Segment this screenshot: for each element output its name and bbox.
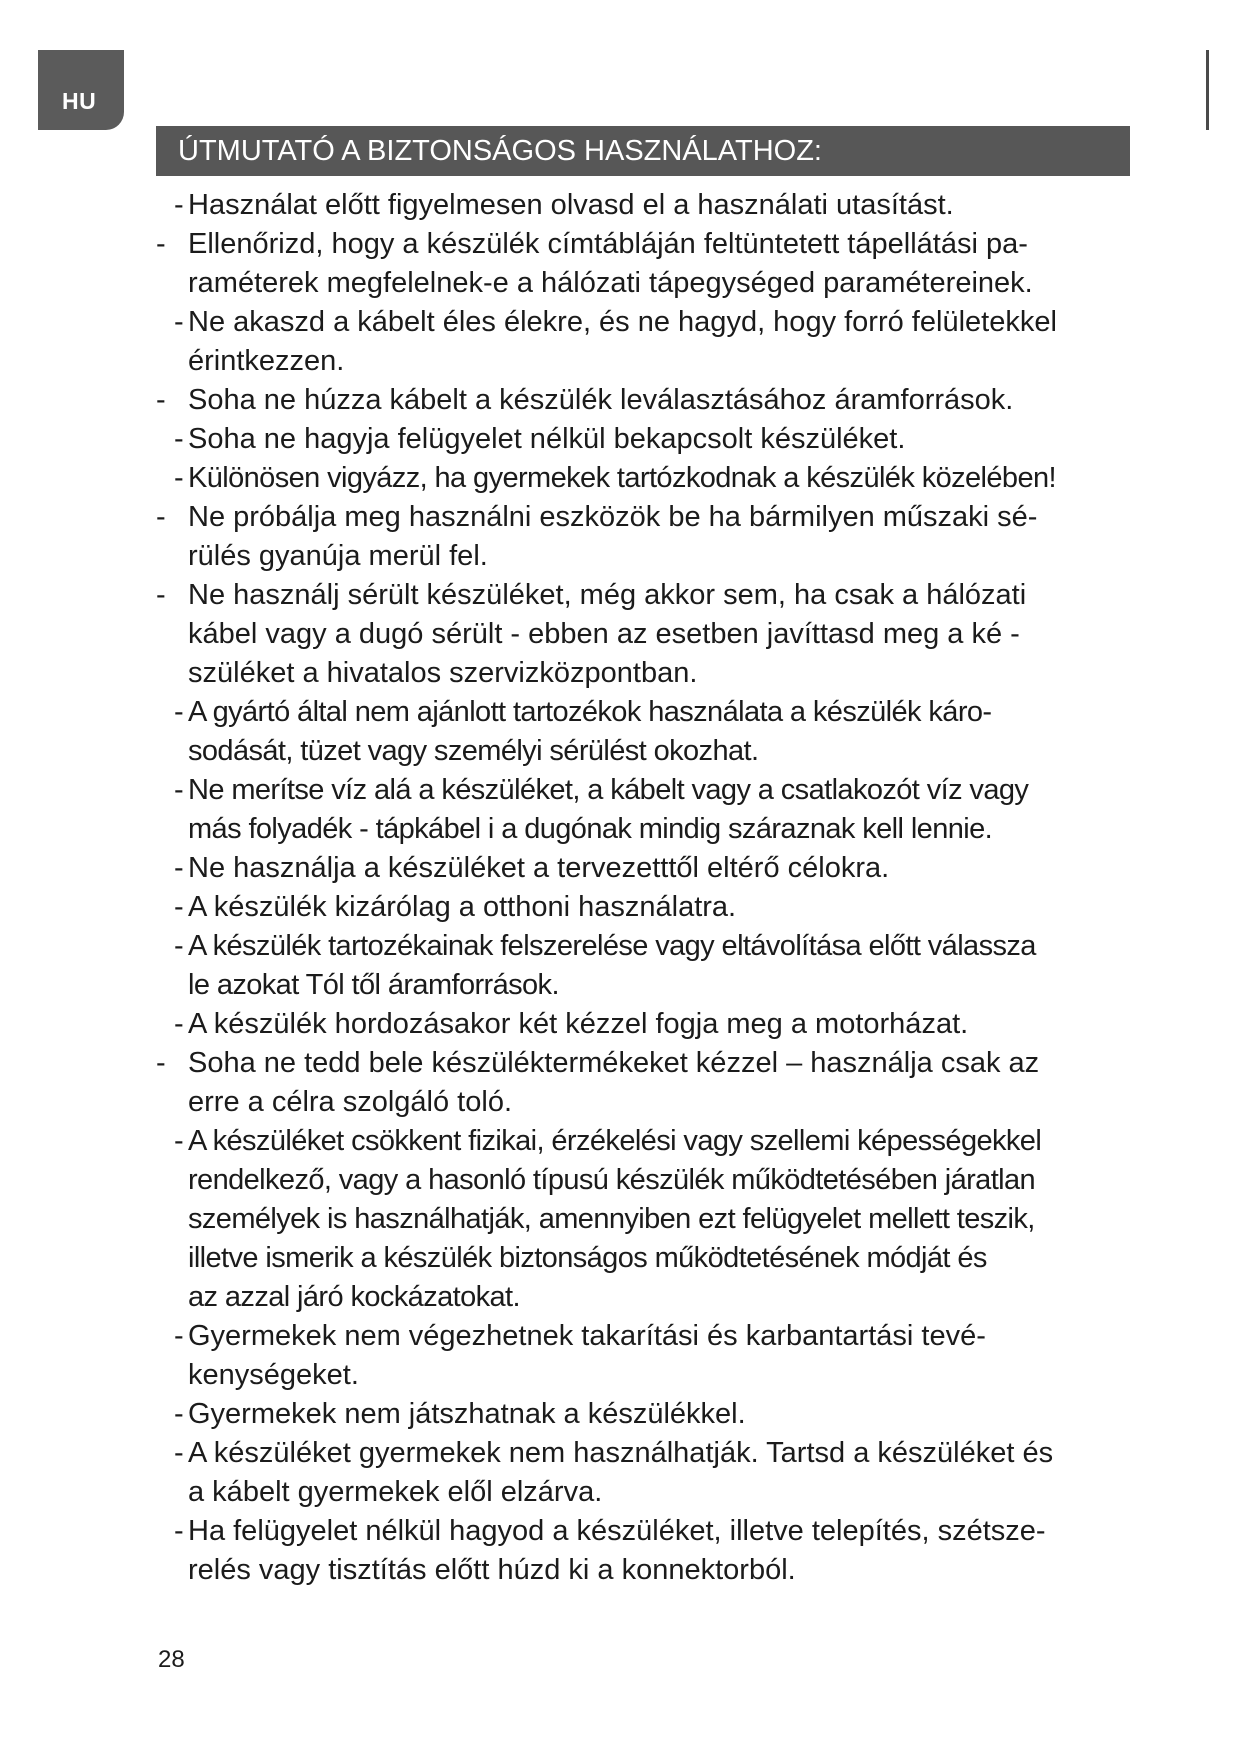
bullet-dash: - xyxy=(174,696,184,728)
item-line: raméterek megfelelnek-e a hálózati tápegységed paramétereinek. xyxy=(188,267,1033,299)
item-line: Ne használj sérült készüléket, még akkor sem, ha csak a hálózati xyxy=(188,579,1027,611)
list-item xyxy=(0,1122,1158,1317)
list-item xyxy=(0,1434,1158,1512)
list-item xyxy=(0,498,1158,576)
list-item xyxy=(0,576,1158,693)
bullet-dash: - xyxy=(174,1515,184,1547)
language-tab xyxy=(38,50,124,130)
item-line: rülés gyanúja merül fel. xyxy=(188,540,488,572)
item-line: rendelkező, vagy a hasonló típusú készülék működtetésében járatlan xyxy=(188,1164,1036,1196)
item-line: az azzal járó kockázatokat. xyxy=(188,1281,520,1313)
list-item xyxy=(0,1395,1158,1434)
item-line: személyek is használhatják, amennyiben ezt felügyelet mellett teszik, xyxy=(188,1203,1035,1235)
item-line: kábel vagy a dugó sérült - ebben az esetben javíttasd meg a ké - xyxy=(188,618,1020,650)
bullet-dash: - xyxy=(174,774,184,806)
list-item xyxy=(0,225,1158,303)
bullet-dash: - xyxy=(174,1437,184,1469)
bullet-dash: - xyxy=(174,306,184,338)
item-line: Ne merítse víz alá a készüléket, a kábelt vagy a csatlakozót víz vagy xyxy=(188,774,1029,806)
item-line: Használat előtt figyelmesen olvasd el a használati utasítást. xyxy=(188,189,954,221)
list-item xyxy=(0,888,1158,927)
list-item xyxy=(0,459,1158,498)
list-item xyxy=(0,771,1158,849)
list-item xyxy=(0,927,1158,1005)
list-item xyxy=(0,1512,1158,1590)
item-line: Ne használja a készüléket a tervezetttől eltérő célokra. xyxy=(188,852,890,884)
item-line: A készülék hordozásakor két kézzel fogja meg a motorházat. xyxy=(188,1008,969,1040)
bullet-dash: - xyxy=(174,930,184,962)
bullet-dash: - xyxy=(174,1398,184,1430)
bullet-dash: - xyxy=(174,189,184,221)
bullet-dash: - xyxy=(156,501,166,533)
bullet-dash: - xyxy=(174,1125,184,1157)
bullet-dash: - xyxy=(174,1008,184,1040)
item-line: A készülék kizárólag a otthoni használatra. xyxy=(188,891,737,923)
item-line: le azokat Tól től áramforrások. xyxy=(188,969,559,1001)
item-line: más folyadék - tápkábel i a dugónak mindig száraznak kell lennie. xyxy=(188,813,993,845)
language-label: HU xyxy=(62,88,97,114)
item-line: Gyermekek nem játszhatnak a készülékkel. xyxy=(188,1398,746,1430)
page-number: 28 xyxy=(158,1646,185,1673)
item-line: erre a célra szolgáló toló. xyxy=(188,1086,512,1118)
item-line: A készüléket csökkent fizikai, érzékelési vagy szellemi képességekkel xyxy=(188,1125,1042,1157)
list-item xyxy=(0,849,1158,888)
list-item xyxy=(0,303,1158,381)
list-item xyxy=(0,1005,1158,1044)
bullet-dash: - xyxy=(156,1047,166,1079)
list-item xyxy=(0,186,1158,225)
list-item xyxy=(0,381,1158,420)
bullet-dash: - xyxy=(156,228,166,260)
item-line: A készülék tartozékainak felszerelése vagy eltávolítása előtt válassza xyxy=(188,930,1036,962)
safety-instructions-list xyxy=(0,186,1241,1590)
bullet-dash: - xyxy=(156,579,166,611)
bullet-dash: - xyxy=(156,384,166,416)
bullet-dash: - xyxy=(174,891,184,923)
item-line: Különösen vigyázz, ha gyermekek tartózkodnak a készülék közelében! xyxy=(188,462,1056,494)
item-line: Soha ne tedd bele készüléktermékeket kézzel – használja csak az xyxy=(188,1047,1040,1079)
item-line: relés vagy tisztítás előtt húzd ki a konnektorból. xyxy=(188,1554,796,1586)
item-line: érintkezzen. xyxy=(188,345,345,377)
item-line: Ne próbálja meg használni eszközök be ha bármilyen műszaki sé- xyxy=(188,501,1038,533)
item-line: Ellenőrizd, hogy a készülék címtábláján feltüntetett tápellátási pa- xyxy=(188,228,1028,260)
item-line: A gyártó által nem ajánlott tartozékok használata a készülék káro- xyxy=(188,696,992,728)
section-title: ÚTMUTATÓ A BIZTONSÁGOS HASZNÁLATHOZ: xyxy=(178,135,822,167)
item-line: Ne akaszd a kábelt éles élekre, és ne hagyd, hogy forró felületekkel xyxy=(188,306,1057,338)
item-line: Soha ne húzza kábelt a készülék leválasztásához áramforrások. xyxy=(188,384,1014,416)
item-line: szüléket a hivatalos szervizközpontban. xyxy=(188,657,698,689)
list-item xyxy=(0,420,1158,459)
page-edge-rule xyxy=(1206,50,1209,130)
bullet-dash: - xyxy=(174,852,184,884)
list-item xyxy=(0,693,1158,771)
item-line: illetve ismerik a készülék biztonságos működtetésének módját és xyxy=(188,1242,987,1274)
item-line: Gyermekek nem végezhetnek takarítási és karbantartási tevé- xyxy=(188,1320,986,1352)
bullet-dash: - xyxy=(174,423,184,455)
item-line: kenységeket. xyxy=(188,1359,359,1391)
item-line: Ha felügyelet nélkül hagyod a készüléket, illetve telepítés, szétsze- xyxy=(188,1515,1046,1547)
bullet-dash: - xyxy=(174,462,184,494)
list-item xyxy=(0,1317,1158,1395)
item-line: A készüléket gyermekek nem használhatják. Tartsd a készüléket és xyxy=(188,1437,1054,1469)
list-item xyxy=(0,1044,1158,1122)
item-line: sodását, tüzet vagy személyi sérülést okozhat. xyxy=(188,735,759,767)
bullet-dash: - xyxy=(174,1320,184,1352)
item-line: Soha ne hagyja felügyelet nélkül bekapcsolt készüléket. xyxy=(188,423,906,455)
item-line: a kábelt gyermekek elől elzárva. xyxy=(188,1476,603,1508)
section-header xyxy=(156,126,1130,176)
